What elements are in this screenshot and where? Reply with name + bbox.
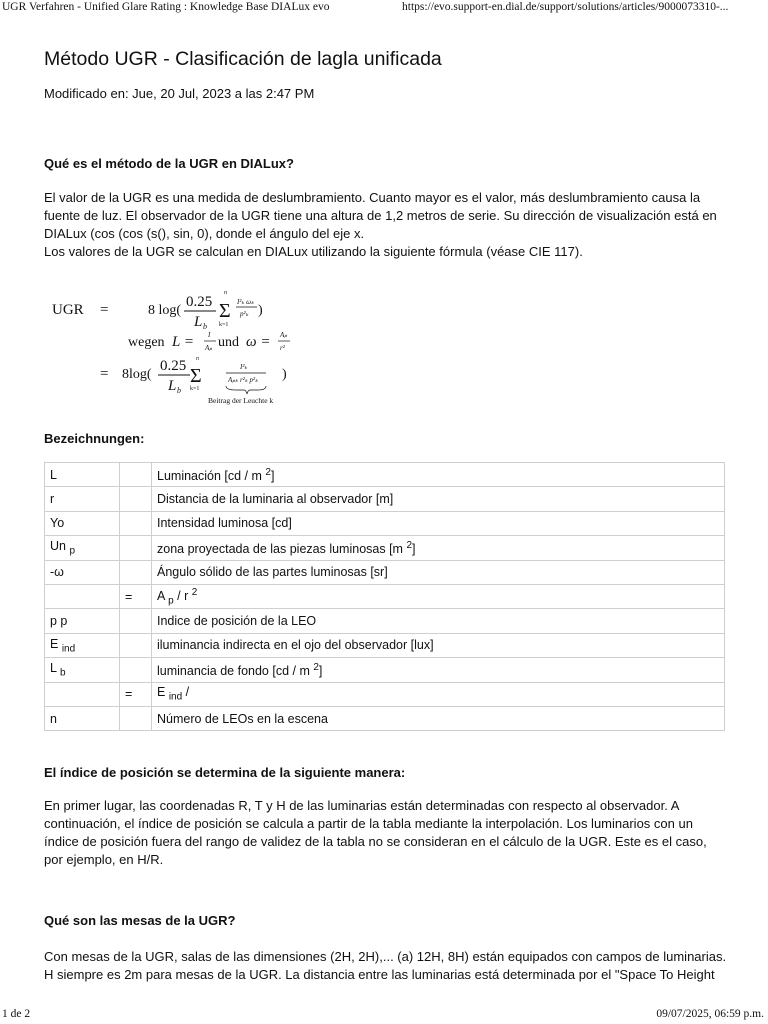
formula-sum-top-2: n [196, 356, 199, 362]
formula-underbrace [226, 386, 266, 394]
description-text: iluminancia indirecta en el ojo del observador [lux] [157, 638, 434, 653]
symbols-table-row [45, 487, 725, 511]
description-subscript: p [168, 595, 174, 607]
formula-sigma-2: Σ [190, 365, 202, 387]
symbol-text: -ω [50, 565, 64, 580]
formula-equals-2: = [100, 366, 109, 382]
formula-lb-sub-1: b [203, 322, 207, 331]
description-superscript: 2 [406, 539, 413, 551]
description-superscript: 2 [313, 661, 319, 673]
description-cell [152, 633, 725, 657]
symbol-cell [45, 658, 120, 682]
description-text: Luminación [cd / m [157, 468, 266, 483]
symbol-cell [45, 706, 120, 730]
description-cell [152, 584, 725, 608]
description-text: luminancia de fondo [cd / m [157, 663, 314, 678]
description-cell [152, 536, 725, 560]
formula-equals-1: = [100, 302, 109, 318]
formula-ugr-label: UGR [52, 302, 84, 318]
description-text: Intensidad luminosa [cd] [157, 516, 292, 531]
description-text: ] [318, 663, 323, 678]
description-text: Indice de posición de la LEO [157, 614, 317, 629]
equals-cell [120, 536, 152, 560]
description-text: Distancia de la luminaria al observador [m] [157, 492, 394, 507]
formula-coef-1: 0.25 [186, 294, 213, 310]
description-cell [152, 511, 725, 535]
equals-cell [120, 706, 152, 730]
print-datetime: 09/07/2025, 06:59 p.m. [656, 1008, 764, 1020]
formula-close-2: ) [282, 367, 287, 382]
description-text: ] [270, 468, 275, 483]
formula-omega-eq: ω = [246, 334, 271, 350]
formula-sum-top-1: n [224, 290, 227, 296]
symbol-cell [45, 682, 120, 706]
equals-cell [120, 560, 152, 584]
symbols-table-row [45, 536, 725, 560]
formula-l-den: Aₚ [205, 344, 213, 352]
intro-text-2: Los valores de la UGR se calculan en DIALux utilizando la siguiente fórmula (véase CIE 117). [44, 244, 583, 259]
formula-wegen: wegen [128, 335, 165, 350]
formula-l-num: I [208, 331, 211, 339]
formula-sum-bottom-1: k=1 [219, 322, 229, 328]
formula-und: und [218, 335, 239, 350]
ugr-tables-heading: Qué son las mesas de la UGR? [44, 913, 236, 928]
symbol-cell [45, 609, 120, 633]
symbols-table-row [45, 463, 725, 487]
symbols-table-body [45, 463, 725, 731]
formula-close-1: ) [258, 303, 263, 318]
symbols-table [44, 462, 725, 731]
description-cell [152, 682, 725, 706]
symbols-table-row [45, 682, 725, 706]
symbol-subscript: p [69, 545, 76, 557]
formula-lb-sub-2: b [177, 386, 181, 395]
symbol-cell [45, 463, 120, 487]
symbol-cell [45, 633, 120, 657]
description-text: zona proyectada de las piezas luminosas [m [157, 541, 407, 556]
description-text: Número de LEOs en la escena [157, 711, 328, 726]
symbol-text: E [50, 636, 62, 651]
description-text: Ángulo sólido de las partes luminosas [sr] [157, 565, 388, 580]
modified-date: Modificado en: Jue, 20 Jul, 2023 a las 2:47 PM [44, 86, 315, 101]
description-text: A [157, 588, 169, 603]
symbols-table-row [45, 511, 725, 535]
formula-omega-num: Aₚ [280, 331, 288, 339]
formula-omega-den: r² [280, 344, 285, 352]
symbols-table-row [45, 633, 725, 657]
description-subscript: ind [168, 691, 183, 703]
formula-sum-bottom-2: k=1 [190, 386, 200, 392]
formula-term1-num: I²ₖ ωₖ [237, 298, 255, 306]
formula-8log-1: 8 log( [148, 303, 182, 318]
description-cell [152, 658, 725, 682]
position-index-heading: El índice de posición se determina de la siguiente manera: [44, 765, 406, 780]
symbol-cell [45, 584, 120, 608]
symbol-text: n [50, 711, 57, 726]
symbol-subscript: ind [61, 643, 76, 655]
equals-cell: = [120, 682, 152, 706]
print-footer [0, 1008, 768, 1024]
description-cell [152, 706, 725, 730]
equals-cell [120, 633, 152, 657]
description-text: / r [173, 588, 192, 603]
symbol-text: L [50, 661, 60, 676]
equals-cell [120, 609, 152, 633]
formula-coef-2: 0.25 [160, 358, 187, 374]
description-text: ] [412, 541, 416, 556]
formula-term2-num: I²ₖ [240, 363, 248, 371]
page-number: 1 de 2 [2, 1008, 31, 1020]
symbol-text: Yo [50, 516, 65, 531]
symbol-cell [45, 536, 120, 560]
article-title: Método UGR - Clasificación de lagla unificada [44, 48, 442, 70]
description-cell [152, 487, 725, 511]
print-header-url: https://evo.support-en.dial.de/support/solutions/articles/9000073310-... [402, 1, 729, 13]
equals-cell [120, 658, 152, 682]
symbols-table-row [45, 609, 725, 633]
symbol-subscript: b [59, 667, 66, 679]
symbol-cell [45, 560, 120, 584]
formula-brace-label: Beitrag der Leuchte k [208, 396, 274, 405]
ugr-tables-text: Con mesas de la UGR, salas de las dimensiones (2H, 2H),... (a) 12H, 8H) están equipados con campos de luminarias. H siempre es 2m para mesas de la UGR. La distancia entre las luminarias está determinada por el "Space To Height [44, 949, 727, 982]
symbols-heading: Bezeichnungen: [44, 431, 145, 446]
print-header-title: UGR Verfahren - Unified Glare Rating : Knowledge Base DIALux evo [2, 1, 330, 13]
description-text: E [157, 685, 169, 700]
formula-l-eq: L = [172, 334, 194, 350]
symbols-table-row [45, 560, 725, 584]
description-cell [152, 463, 725, 487]
symbol-text: r [50, 492, 55, 507]
formula-8log-2: 8log( [122, 367, 152, 382]
symbols-table-row [45, 658, 725, 682]
ugr-formula [50, 286, 340, 410]
intro-paragraph [44, 189, 728, 261]
formula-lb-1: L [194, 314, 203, 330]
formula-term2-den: Aₚₖ r²ₖ p²ₖ [228, 376, 259, 384]
description-cell [152, 609, 725, 633]
symbols-table-row [45, 584, 725, 608]
intro-text-1: El valor de la UGR es una medida de deslumbramiento. Cuanto mayor es el valor, más deslumbramiento causa la fuente de luz. El observador de la UGR tiene una altura de 1,2 metros de serie. Su dirección de visualización está en DIALux (cos (cos (s(), sin, 0), donde el ángulo del eje x. [44, 190, 717, 241]
position-index-text: En primer lugar, las coordenadas R, T y H de las luminarias están determinadas con respecto al observador. A continuación, el índice de posición se calcula a partir de la tabla mediante la interpolación. Los luminarios con un índice de posición fuera del rango de validez de la tabla no se consideran en el cálculo de la UGR. Este es el caso, por ejemplo, en H/R. [44, 798, 707, 867]
print-header [0, 0, 768, 16]
symbol-text: Un [50, 539, 70, 554]
formula-sigma-1: Σ [219, 300, 231, 322]
formula-term1-den: p²ₖ [240, 310, 249, 318]
equals-cell [120, 511, 152, 535]
symbol-text: p p [50, 614, 68, 629]
equals-cell [120, 487, 152, 511]
description-superscript: 2 [265, 466, 271, 478]
description-superscript: 2 [191, 586, 198, 598]
formula-lb-2: L [168, 378, 177, 394]
symbol-cell [45, 487, 120, 511]
equals-cell [120, 463, 152, 487]
symbols-table-row [45, 706, 725, 730]
symbol-cell [45, 511, 120, 535]
description-text: / [182, 685, 190, 700]
description-cell [152, 560, 725, 584]
section-heading-ugr-method: Qué es el método de la UGR en DIALux? [44, 156, 294, 171]
symbol-text: L [50, 467, 57, 482]
equals-cell: = [120, 584, 152, 608]
